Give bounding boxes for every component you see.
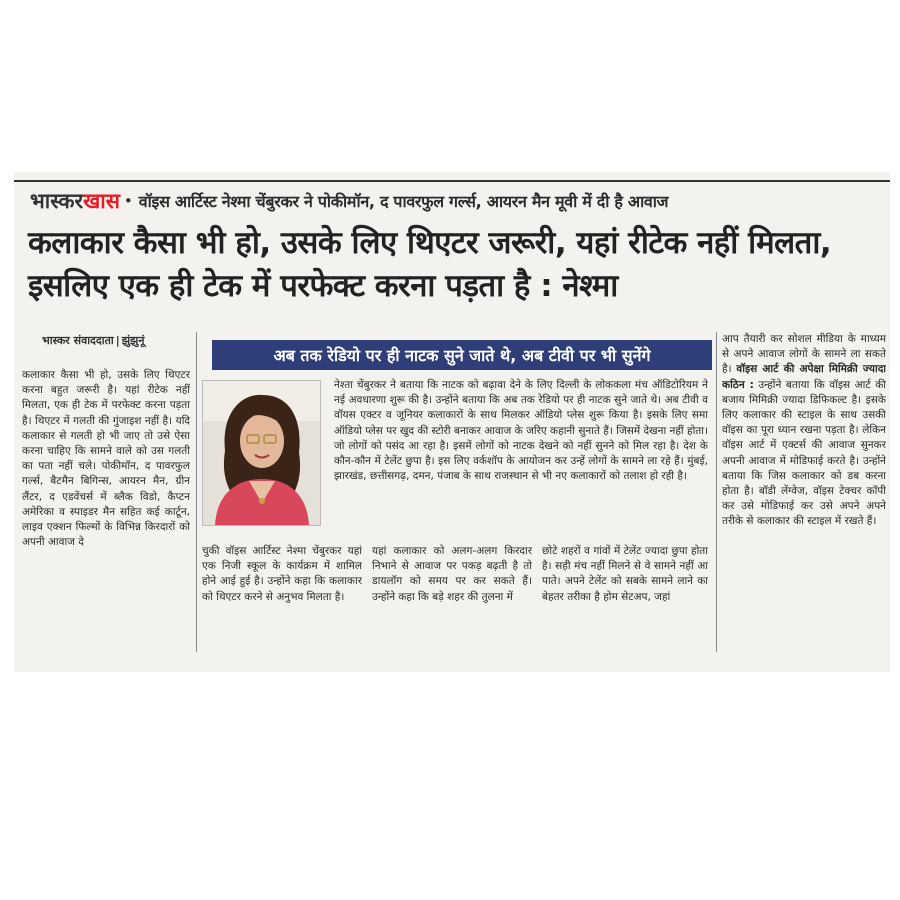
right-column-lead: आप तैयारी कर सोशल मीडिया के माध्यम से अपने आवाज लोगों के सामने ला सकते है। [722, 333, 886, 376]
body-column-1: कलाकार कैसा भी हो, उसके लिए थिएटर करना बहुत जरूरी है। यहां रीटेक नहीं मिलता, एक ही टेक में परफेक्ट करना पड़ता है। थिएटर में गलती की गुंजाइश नहीं है। यदि कलाकार से गलती हो भी जाए तो उसे ऐसा करना चाहिए कि सामने वाले को उस गलती का पता नहीं चले। पोकीमॉन, द पावरफुल गर्ल्स, बैटमैन बिगिन्स, आयरन मैन, ग्रीन लैंटर, द एडवेंचर्स में ब्लैक विडो, कैप्टन अमेरिका व स्पाइडर मैन सहित कई कार्टून, लाइव एक्शन फिल्मों के विभिन्न किरदारों को अपनी आवाज दे [22, 369, 190, 549]
right-column [722, 332, 886, 632]
right-column-body: उन्होंने बताया कि वॉइस आर्ट की बजाय मिमिक्री ज्यादा डिफिकल्ट है। इसके लिए कलाकार की स्टाइल के साथ उसकी वॉइस का पूरा ध्यान रखना पड़ता है। लेकिन वॉइस आर्ट में एक्टर्स की आवाज सुनकर अपनी आवाज में मोडिफाई करते है। उन्होंने बताया कि जिस कलाकार को डब करना होता है। बॉडी लेंग्वेज, वॉइस टेक्चर कॉपी कर उसे मोडिफाई कर उसे अपने अपने तरीके से कलाकार की स्टाइल में रखते हैं। [722, 378, 886, 528]
headline: कलाकार कैसा भी हो, उसके लिए थिएटर जरूरी, यहां रीटेक नहीं मिलता, इसलिए एक ही टेक में परफेक्ट करना पड़ता है : नेश्मा [28, 225, 832, 304]
kicker-line [30, 186, 890, 216]
column-rule [716, 332, 717, 652]
portrait-illustration [203, 381, 320, 525]
portrait-photo [202, 380, 321, 526]
kicker-text: वॉइस आर्टिस्ट नेश्मा चेंबुरकर ने पोकीमॉन, द पावरफुल गर्ल्स, आयरन मैन मूवी में दी है आवाज [138, 192, 669, 211]
newspaper-clipping [14, 172, 890, 672]
masthead-brand: भास्कर [30, 189, 84, 213]
body-column-4: छोटे शहरों व गांवों में टेलेंट ज्यादा छुपा होता है। सही मंच नहीं मिलने से वे सामने नहीं आ पाते। अपने टेलेंट को सबके सामने लाने का बेहतर तरीका है होम सेटअप, जहां [542, 545, 708, 603]
masthead-separator: • [123, 192, 133, 210]
right-column-subhead: वॉइस आर्ट की अपेक्षा मिमिक्री ज्यादा कठिन : [722, 363, 886, 391]
body-column-3: यहां कलाकार को अलग-अलग किरदार निभाने से आवाज पर पकड़ बढ़ती है तो डायलॉग को समय पर कर सकते हैं। उन्होंने कहा कि बड़े शहर की तुलना में [372, 545, 532, 603]
masthead-brand-accent: खास [83, 189, 120, 213]
byline [42, 333, 202, 348]
body-column-2: चुकी वॉइस आर्टिस्ट नेश्मा चेंबुरकर यहां एक निजी स्कूल के कार्यक्रम में शामिल होने आई हुई है। उन्होंने कहा कि कलाकार को थिएटर करने से अनुभव मिलता है। [202, 545, 362, 603]
byline-separator: | [115, 334, 120, 347]
column-rule [196, 332, 197, 652]
subheadline-banner: अब तक रेडियो पर ही नाटक सुने जाते थे, अब टीवी पर भी सुनेंगे [212, 340, 712, 370]
top-rule [14, 180, 890, 182]
intro-paragraph: नेश्ता चेंबुरकर ने बताया कि नाटक को बढ़ावा देने के लिए दिल्ली के लोककला मंच ऑडिटोरियम ने नई अवधारणा शुरू की है। उन्होंने बताया कि अब तक रेडियो पर ही नाटक सुने जाते थे। अब टीवी व वॉयस एक्टर व जूनियर कलाकारों के साथ मिलकर ऑडियो प्लेस शुरू किया है। इसके लिए समा ऑडियो प्लेस पर खुद की स्टोरी बनाकर आवाज के जरिए कहानी सुनाते हैं। जिसमें देखना नहीं होता। जो लोगों को पसंद आ रहा है। इसमें लोगों को नाटक देखने को नहीं सुनने को मिल रहा है। देश के कौन-कौन में टेलेंट छुपा है। इस लिए वर्कशॉप के आयोजन कर उन्हें लोगों के सामने ला रहे हैं। मुंबई, झारखंड, छत्तीसगढ़, दमन, पंजाब के साथ राजस्थान से भी नए कलाकारों को तलाश हो रही है। [334, 379, 708, 483]
byline-reporter: भास्कर संवाददाता [42, 334, 114, 347]
byline-place: झुंझुनूं [121, 334, 145, 347]
